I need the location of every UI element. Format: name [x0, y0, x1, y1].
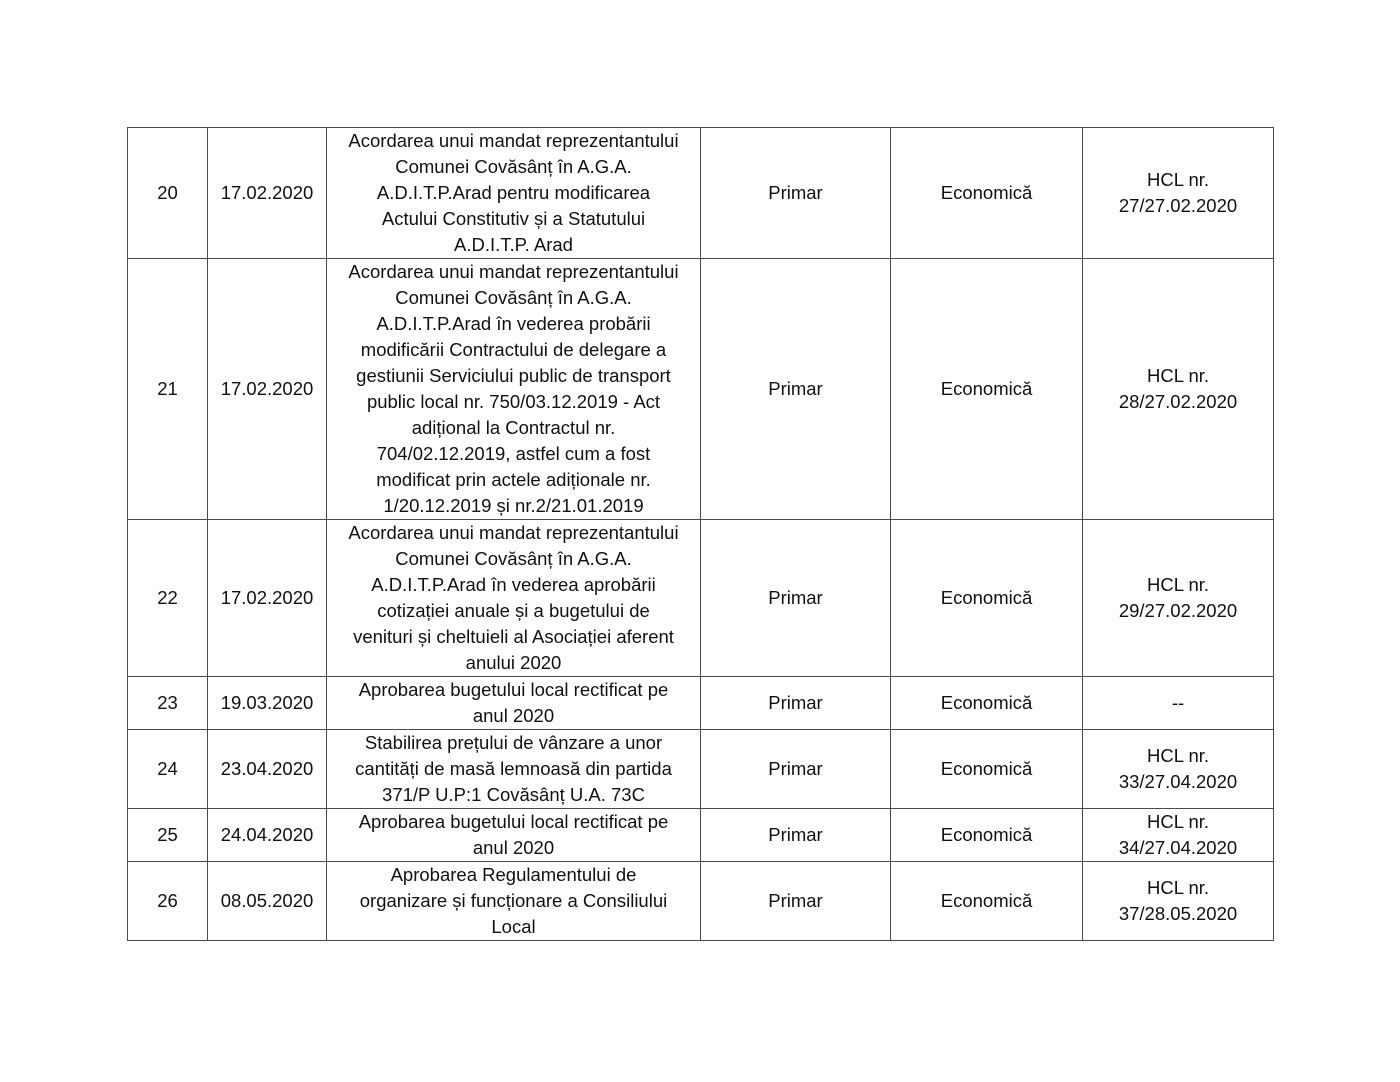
row-number: 23 — [128, 677, 208, 730]
commission: Economică — [891, 520, 1083, 677]
table-row — [128, 259, 1274, 520]
table-row — [128, 677, 1274, 730]
initiator: Primar — [701, 809, 891, 862]
table-row — [128, 730, 1274, 809]
hcl-reference: HCL nr. 29/27.02.2020 — [1083, 520, 1274, 677]
hcl-reference: HCL nr. 34/27.04.2020 — [1083, 809, 1274, 862]
registration-date: 19.03.2020 — [208, 677, 327, 730]
registration-date: 17.02.2020 — [208, 259, 327, 520]
initiator: Primar — [701, 259, 891, 520]
hcl-reference: HCL nr. 27/27.02.2020 — [1083, 128, 1274, 259]
table-row — [128, 862, 1274, 941]
registration-date: 23.04.2020 — [208, 730, 327, 809]
initiator: Primar — [701, 677, 891, 730]
row-number: 21 — [128, 259, 208, 520]
row-number: 20 — [128, 128, 208, 259]
commission: Economică — [891, 677, 1083, 730]
commission: Economică — [891, 809, 1083, 862]
hcl-reference: HCL nr. 37/28.05.2020 — [1083, 862, 1274, 941]
initiator: Primar — [701, 128, 891, 259]
commission: Economică — [891, 862, 1083, 941]
commission: Economică — [891, 730, 1083, 809]
draft-title: Aprobarea Regulamentului de organizare și funcționare a Consiliului Local — [327, 862, 701, 941]
draft-title: Acordarea unui mandat reprezentantului Comunei Covăsânț în A.G.A. A.D.I.T.P.Arad în vederea aprobării cotizației anuale și a bugetului de venituri și cheltuieli al Asociației aferent anului 2020 — [327, 520, 701, 677]
hcl-reference: HCL nr. 33/27.04.2020 — [1083, 730, 1274, 809]
row-number: 24 — [128, 730, 208, 809]
initiator: Primar — [701, 862, 891, 941]
registration-date: 17.02.2020 — [208, 520, 327, 677]
hcl-reference: -- — [1083, 677, 1274, 730]
hcl-reference: HCL nr. 28/27.02.2020 — [1083, 259, 1274, 520]
table-row — [128, 128, 1274, 259]
row-number: 26 — [128, 862, 208, 941]
draft-title: Aprobarea bugetului local rectificat pe anul 2020 — [327, 677, 701, 730]
row-number: 25 — [128, 809, 208, 862]
draft-title: Stabilirea prețului de vânzare a unor cantități de masă lemnoasă din partida 371/P U.P:1 Covăsânț U.A. 73C — [327, 730, 701, 809]
registration-date: 08.05.2020 — [208, 862, 327, 941]
draft-title: Aprobarea bugetului local rectificat pe anul 2020 — [327, 809, 701, 862]
registration-date: 24.04.2020 — [208, 809, 327, 862]
draft-title: Acordarea unui mandat reprezentantului Comunei Covăsânț în A.G.A. A.D.I.T.P.Arad pentru modificarea Actului Constitutiv și a Statutului A.D.I.T.P. Arad — [327, 128, 701, 259]
table-row — [128, 520, 1274, 677]
initiator: Primar — [701, 520, 891, 677]
table-row — [128, 809, 1274, 862]
registration-date: 17.02.2020 — [208, 128, 327, 259]
commission: Economică — [891, 259, 1083, 520]
commission: Economică — [891, 128, 1083, 259]
decisions-table — [127, 127, 1274, 941]
row-number: 22 — [128, 520, 208, 677]
initiator: Primar — [701, 730, 891, 809]
draft-title: Acordarea unui mandat reprezentantului Comunei Covăsânț în A.G.A. A.D.I.T.P.Arad în vederea probării modificării Contractului de delegare a gestiunii Serviciului public de transport public local nr. 750/03.12.2019 - Act adițional la Contractul nr. 704/02.12.2019, astfel cum a fost modificat prin actele adiționale nr. 1/20.12.2019 și nr.2/21.01.2019 — [327, 259, 701, 520]
